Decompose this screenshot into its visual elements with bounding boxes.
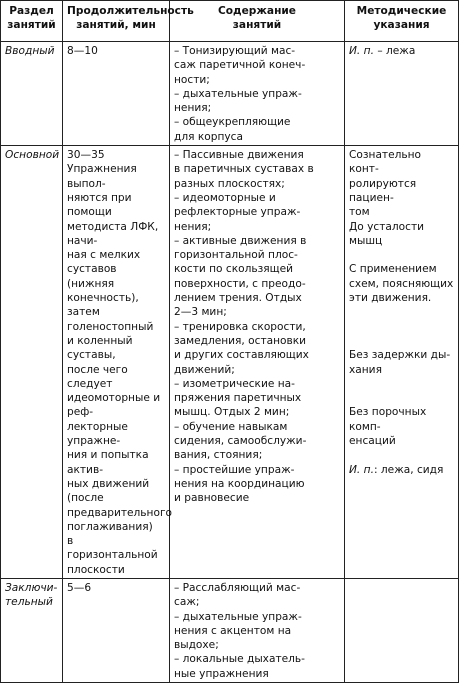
cell-line: ных движений (после bbox=[67, 477, 150, 505]
cell-line: Упражнения выпол- bbox=[67, 163, 137, 190]
cell-line: нения; bbox=[174, 220, 212, 233]
cell-line: – общеукрепляющие bbox=[174, 116, 291, 129]
cell-line: Основной bbox=[5, 149, 60, 162]
cell-line: после чего следует bbox=[67, 363, 128, 390]
note-block bbox=[349, 262, 454, 305]
note-block bbox=[349, 220, 454, 249]
cell-line: ролируются пациен- bbox=[349, 177, 417, 204]
cell-line: – тренировка скорости, bbox=[174, 320, 306, 333]
cell-line: затем голеностопный bbox=[67, 306, 154, 333]
cell-line: енсаций bbox=[349, 435, 396, 448]
content-cell bbox=[170, 146, 345, 579]
cell-line: – дыхательные упраж- bbox=[174, 610, 302, 623]
header-line: Продолжительность bbox=[67, 5, 194, 17]
cell-line: 5—6 bbox=[67, 581, 92, 594]
cell-line: мышц bbox=[349, 234, 383, 247]
cell-line: – идеомоторные и bbox=[174, 191, 276, 204]
cell-line: рефлекторные упраж- bbox=[174, 206, 301, 219]
header-line: Раздел bbox=[9, 5, 54, 17]
cell-line: – Пассивные движения bbox=[174, 149, 304, 162]
cell-line: – дыхательные упраж- bbox=[174, 87, 302, 100]
duration-cell bbox=[63, 146, 170, 579]
cell-line: ные упражнения bbox=[174, 667, 269, 680]
cell-line: хания bbox=[349, 363, 382, 376]
cell-line: няются при помощи bbox=[67, 191, 132, 219]
cell-line: нения с акцентом на bbox=[174, 624, 292, 637]
cell-line: – простейшие упраж- bbox=[174, 463, 295, 476]
note-text: : лежа, сидя bbox=[373, 463, 444, 476]
cell-line: поглаживания) bbox=[67, 520, 153, 533]
cell-line: Без порочных комп- bbox=[349, 406, 427, 433]
cell-line: – локальные дыхатель- bbox=[174, 653, 305, 666]
cell-line: Сознательно конт- bbox=[349, 149, 422, 176]
note-block bbox=[349, 405, 454, 448]
table-row bbox=[1, 42, 459, 146]
cell-line: Без задержки ды- bbox=[349, 349, 451, 362]
cell-line: и других составляющих bbox=[174, 349, 309, 362]
cell-line: поверхности, с преодо- bbox=[174, 277, 306, 290]
header-content bbox=[170, 1, 345, 42]
note-emphasis: И. п. bbox=[349, 463, 374, 476]
section-cell bbox=[1, 42, 63, 146]
cell-line: пряжения паретичных bbox=[174, 392, 302, 405]
section-cell bbox=[1, 578, 63, 682]
cell-line: горизонтальной плос- bbox=[174, 249, 298, 262]
cell-line: – изометрические на- bbox=[174, 377, 295, 390]
cell-line: нения; bbox=[174, 102, 212, 115]
note-text: – лежа bbox=[373, 45, 416, 57]
cell-line: С применением bbox=[349, 263, 437, 276]
header-line: Методические bbox=[356, 5, 447, 17]
cell-line: До усталости bbox=[349, 220, 425, 233]
cell-line: Вводный bbox=[5, 45, 55, 57]
cell-line: плоскости bbox=[67, 563, 125, 576]
header-notes bbox=[345, 1, 459, 42]
cell-line: тельный bbox=[5, 596, 53, 609]
cell-line: сидения, самообслужи- bbox=[174, 435, 307, 448]
cell-line: саж паретичной конеч- bbox=[174, 59, 306, 72]
header-section bbox=[1, 1, 63, 42]
header-line: указания bbox=[373, 19, 430, 31]
cell-line: ния и попытка актив- bbox=[67, 449, 149, 476]
table-row bbox=[1, 146, 459, 579]
cell-line: вания, стояния; bbox=[174, 449, 263, 462]
cell-line: методиста ЛФК, начи- bbox=[67, 220, 159, 247]
cell-line: 2—3 мин; bbox=[174, 306, 227, 319]
cell-line: – активные движения в bbox=[174, 234, 307, 247]
cell-line: эти движения. bbox=[349, 292, 432, 305]
note-block bbox=[349, 148, 454, 219]
cell-line: – Тонизирующий мас- bbox=[174, 45, 296, 57]
cell-line: лением трения. Отдых bbox=[174, 292, 302, 305]
cell-line: в паретичных суставах в bbox=[174, 163, 314, 176]
cell-line: выдохе; bbox=[174, 639, 219, 652]
duration-cell bbox=[63, 578, 170, 682]
cell-line: нения на координацию bbox=[174, 477, 305, 490]
header-line: занятий bbox=[7, 19, 56, 31]
cell-line: ности; bbox=[174, 73, 210, 86]
content-cell bbox=[170, 42, 345, 146]
cell-line bbox=[349, 463, 454, 477]
notes-cell bbox=[345, 146, 459, 579]
content-cell bbox=[170, 578, 345, 682]
header-line: занятий, мин bbox=[76, 19, 156, 31]
cell-line: (нижняя конечность), bbox=[67, 277, 139, 305]
cell-line: и коленный суставы, bbox=[67, 334, 133, 362]
cell-line: идеомоторные и реф- bbox=[67, 392, 161, 419]
cell-line: 30—35 bbox=[67, 149, 105, 162]
cell-line: мышц. Отдых 2 мин; bbox=[174, 406, 290, 419]
cell-line bbox=[349, 44, 454, 58]
cell-line: том bbox=[349, 206, 370, 219]
table-row bbox=[1, 578, 459, 682]
cell-line: Заключи- bbox=[5, 581, 58, 594]
cell-line: – обучение навыкам bbox=[174, 420, 288, 433]
section-cell bbox=[1, 146, 63, 579]
header-line: Содержание bbox=[218, 5, 296, 17]
cell-line: кости по скользящей bbox=[174, 263, 294, 276]
cell-line: движений; bbox=[174, 363, 235, 376]
cell-line: саж; bbox=[174, 596, 200, 609]
cell-line: 8—10 bbox=[67, 45, 98, 57]
notes-cell bbox=[345, 578, 459, 682]
cell-line: для корпуса bbox=[174, 130, 243, 143]
cell-line: – Расслабляющий мас- bbox=[174, 581, 301, 594]
cell-line: лекторные упражне- bbox=[67, 420, 128, 448]
cell-line: схем, поясняющих bbox=[349, 277, 454, 290]
cell-line: разных плоскостях; bbox=[174, 177, 285, 190]
cell-line: и равновесие bbox=[174, 492, 250, 505]
header-duration bbox=[63, 1, 194, 42]
header-line: занятий bbox=[232, 19, 282, 31]
duration-cell bbox=[63, 42, 170, 146]
note-emphasis: И. п. bbox=[349, 45, 374, 57]
cell-line: замедления, остановки bbox=[174, 334, 307, 347]
table-header-row bbox=[1, 1, 459, 42]
cell-line: в горизонтальной bbox=[67, 535, 158, 562]
cell-line: ная с мелких суставов bbox=[67, 249, 141, 276]
note-block bbox=[349, 348, 454, 377]
cell-line: предварительного bbox=[67, 506, 172, 519]
notes-cell bbox=[345, 42, 459, 146]
